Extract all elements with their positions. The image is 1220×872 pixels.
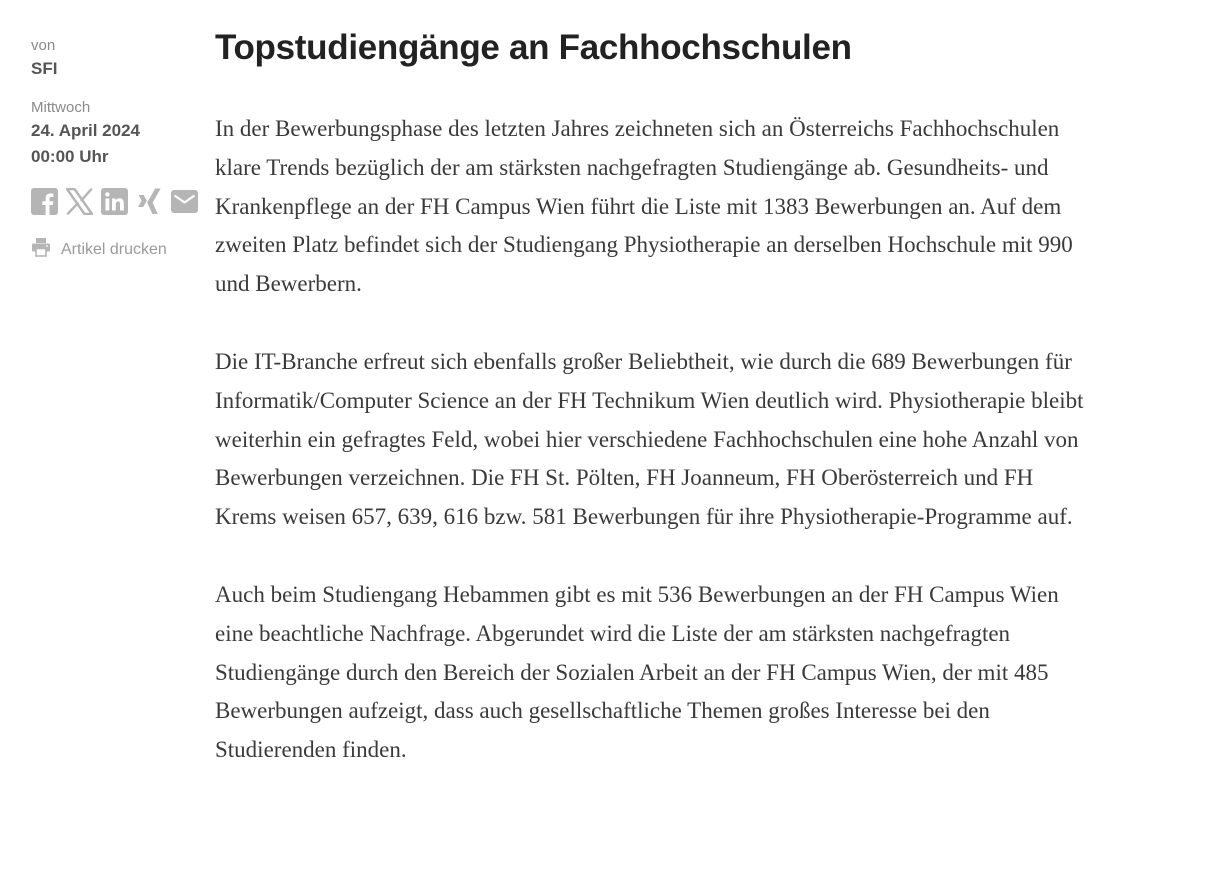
author-block xyxy=(31,36,201,82)
facebook-icon[interactable] xyxy=(31,188,58,215)
print-article-button[interactable] xyxy=(31,237,201,262)
article-sidebar xyxy=(31,36,201,262)
article-body xyxy=(215,110,1085,770)
linkedin-icon[interactable] xyxy=(101,188,128,215)
printer-icon xyxy=(31,237,51,262)
share-bar xyxy=(31,188,201,215)
author-label: von xyxy=(31,37,56,54)
email-icon[interactable] xyxy=(171,188,198,215)
weekday-label: Mittwoch xyxy=(31,99,91,116)
date-block xyxy=(31,98,201,170)
article-title: Topstudiengänge an Fachhochschulen xyxy=(215,28,852,67)
article-paragraph: Auch beim Studiengang Hebammen gibt es mit 536 Bewerbungen an der FH Campus Wien eine beachtliche Nachfrage. Abgerundet wird die Liste der am stärksten nachgefragten Studiengänge durch den Bereich der Sozialen Arbeit an der FH Campus Wien, der mit 485 Bewerbungen aufzeigt, dass auch gesellschaftliche Themen großes Interesse bei den Studierenden finden. xyxy=(215,581,1059,763)
article-paragraph: In der Bewerbungsphase des letzten Jahres zeichneten sich an Österreichs Fachhochschulen klare Trends bezüglich der am stärksten nachgefragten Studiengänge ab. Gesundheits- und Krankenpflege an der FH Campus Wien führt die Liste mit 1383 Bewerbungen an. Auf dem zweiten Platz befindet sich der Studiengang Physiotherapie an derselben Hochschule mit 990 und Bewerbern. xyxy=(215,116,1073,297)
article-paragraph: Die IT-Branche erfreut sich ebenfalls großer Beliebtheit, wie durch die 689 Bewerbungen für Informatik/Computer Science an der FH Technikum Wien deutlich wird. Physiotherapie bleibt weiterhin ein gefragtes Feld, wobei hier verschiedene Fachhochschulen eine hohe Anzahl von Bewerbungen verzeichnen. Die FH St. Pölten, FH Joanneum, FH Oberösterreich und FH Krems weisen 657, 639, 616 bzw. 581 Bewerbungen für ihre Physiotherapie-Programme auf. xyxy=(215,348,1084,530)
xing-icon[interactable] xyxy=(136,188,163,215)
author-name: SFI xyxy=(31,59,58,78)
article xyxy=(215,26,1085,809)
publish-time: 00:00 Uhr xyxy=(31,147,109,166)
publish-date: 24. April 2024 xyxy=(31,121,140,140)
x-icon[interactable] xyxy=(66,188,93,215)
print-article-label: Artikel drucken xyxy=(61,240,167,258)
